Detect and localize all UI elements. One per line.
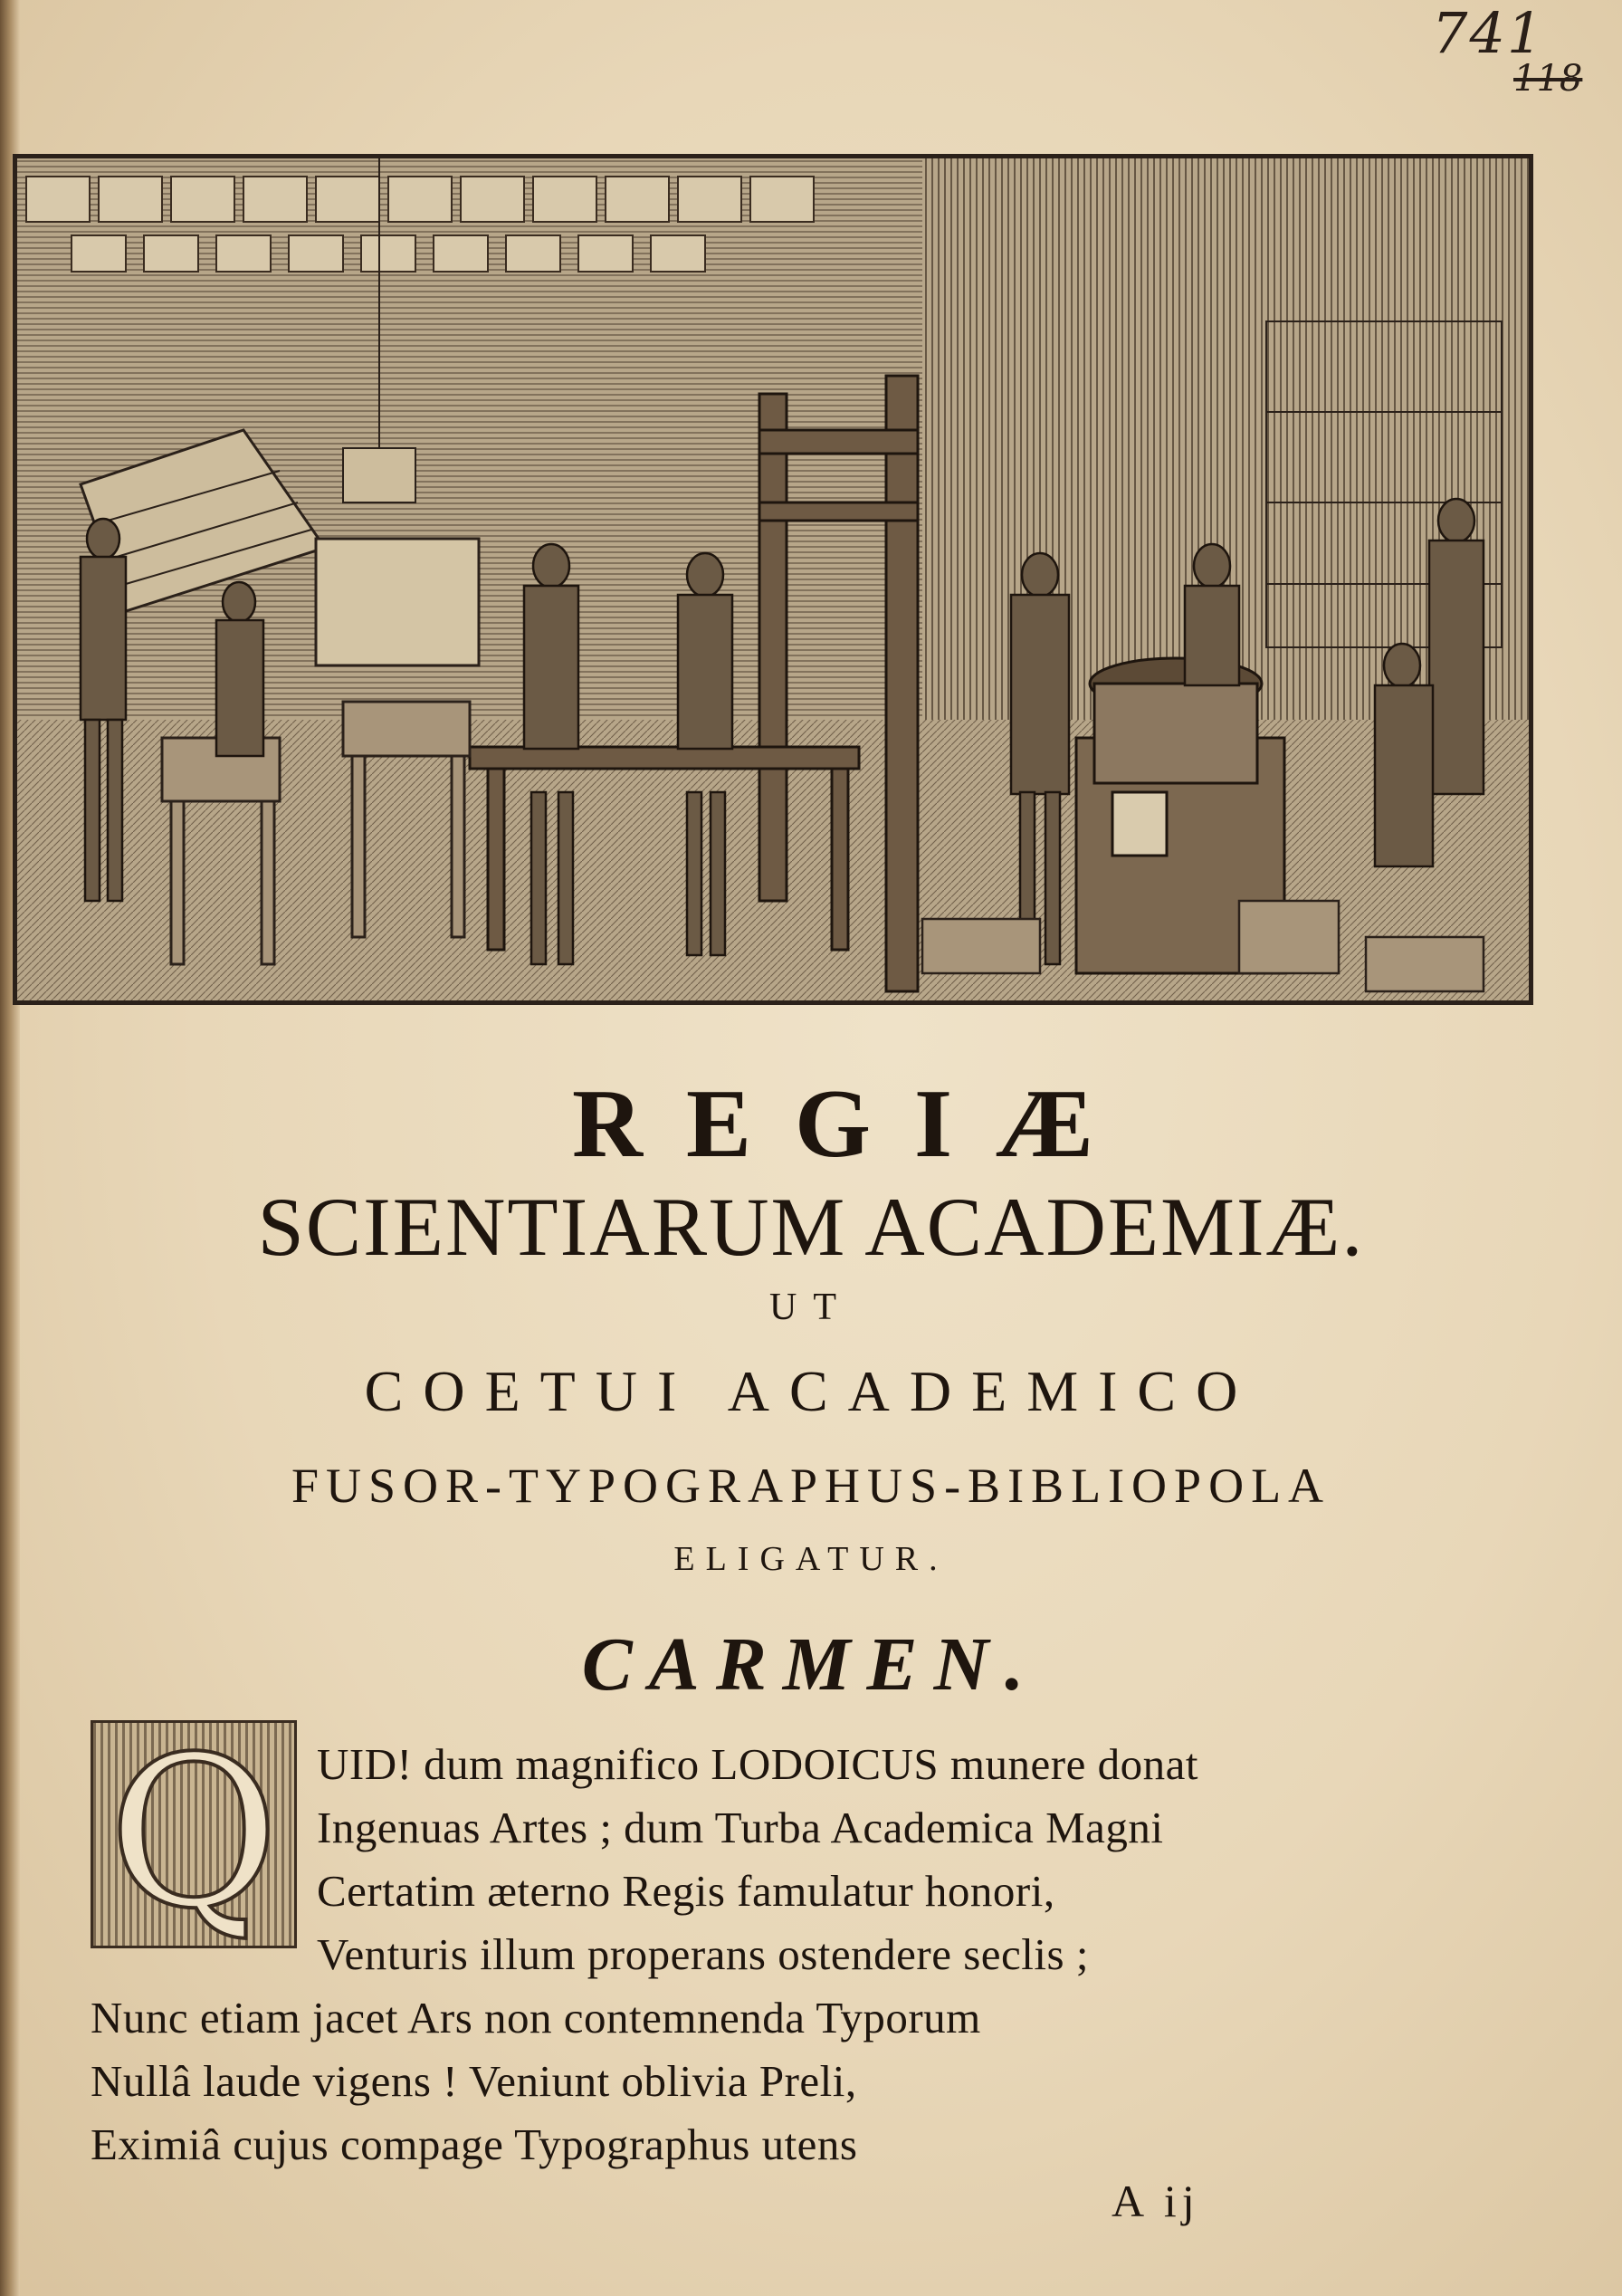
- decorated-initial: [91, 1713, 297, 1955]
- handwritten-folio-number: 741: [1432, 0, 1545, 66]
- decorated-initial-letter: Q: [108, 1713, 280, 1955]
- title-ut: UT: [769, 1287, 853, 1328]
- title-regiae: REGIÆ: [571, 1070, 1138, 1178]
- verse-line: Nunc etiam jacet Ars non contemnenda Typorum: [91, 1993, 981, 2042]
- verse-line: Venturis illum properans ostendere seclis ;: [317, 1929, 1089, 1979]
- title-carmen: CARMEN.: [581, 1622, 1041, 1707]
- verse-line: UID! dum magnifico LODOICUS munere donat: [317, 1739, 1198, 1789]
- verse-line: Ingenuas Artes ; dum Turba Academica Magni: [317, 1803, 1164, 1852]
- title-eligatur: ELIGATUR.: [673, 1540, 949, 1578]
- verse-line: Certatim æterno Regis famulatur honori,: [317, 1866, 1055, 1916]
- workshop-engraving: [17, 158, 1529, 1000]
- verse-line: Nullâ laude vigens ! Veniunt oblivia Preli,: [91, 2056, 857, 2106]
- title-coetui-academico: COETUI ACADEMICO: [364, 1359, 1258, 1423]
- handwritten-old-folio-number: 118: [1513, 58, 1583, 100]
- signature-mark: A ij: [1112, 2176, 1200, 2226]
- verse-line: Eximiâ cujus compage Typographus utens: [91, 2119, 858, 2169]
- engraved-plate-printing-workshop: [13, 154, 1533, 1005]
- title-fusor-typographus-bibliopola: FUSOR-TYPOGRAPHUS-BIBLIOPOLA: [291, 1459, 1331, 1513]
- title-scientiarum-academiae: SCIENTIARUM ACADEMIÆ.: [257, 1181, 1365, 1273]
